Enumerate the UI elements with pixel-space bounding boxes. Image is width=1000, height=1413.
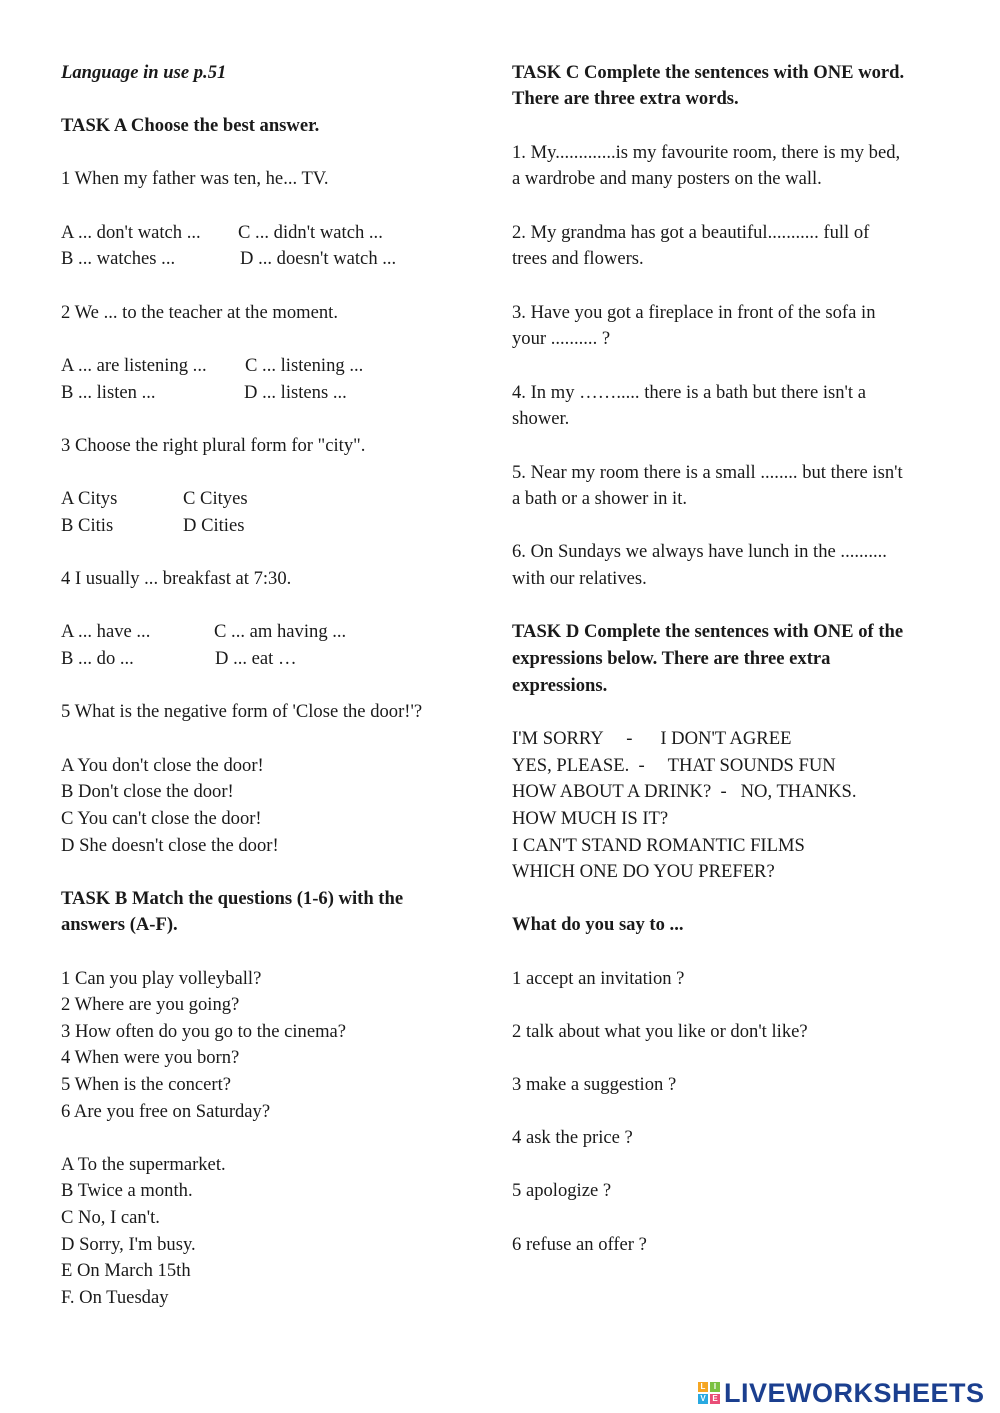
task-c-title: TASK C Complete the sentences with ONE word.	[512, 62, 905, 83]
expression: HOW ABOUT A DRINK? - NO, THANKS.	[512, 781, 857, 802]
task-d-item: 5 apologize ?	[512, 1180, 612, 1201]
option: D ... eat …	[215, 648, 297, 669]
option: A ... are listening ...	[61, 355, 207, 376]
task-b-answer: F. On Tuesday	[61, 1287, 169, 1308]
option: B ... watches ...	[61, 248, 176, 269]
task-a-q3: 3 Choose the right plural form for "city".	[61, 435, 366, 456]
option: C You can't close the door!	[61, 808, 262, 829]
task-d-item: 1 accept an invitation ?	[512, 968, 685, 989]
task-b-answer: C No, I can't.	[61, 1207, 160, 1228]
task-b-question: 6 Are you free on Saturday?	[61, 1101, 271, 1122]
expression: YES, PLEASE. - THAT SOUNDS FUN	[512, 755, 836, 776]
expression: HOW MUCH IS IT?	[512, 808, 669, 829]
task-c-sentence: shower.	[512, 408, 570, 429]
task-a-title: TASK A Choose the best answer.	[61, 115, 320, 136]
expression: I'M SORRY - I DON'T AGREE	[512, 728, 792, 749]
option: C ... listening ...	[245, 355, 364, 376]
task-c-sentence: 5. Near my room there is a small ........ but there isn't	[512, 462, 903, 483]
task-b-title: TASK B Match the questions (1-6) with the	[61, 888, 404, 909]
task-d-item: 6 refuse an offer ?	[512, 1234, 647, 1255]
task-b-question: 4 When were you born?	[61, 1047, 240, 1068]
task-c-title: There are three extra words.	[512, 88, 739, 109]
task-b-answer: B Twice a month.	[61, 1180, 193, 1201]
option: D Cities	[183, 515, 245, 536]
task-b-answer: A To the supermarket.	[61, 1154, 226, 1175]
option: A Citys	[61, 488, 118, 509]
task-d-item: 2 talk about what you like or don't like?	[512, 1021, 808, 1042]
task-c-sentence: a bath or a shower in it.	[512, 488, 688, 509]
task-d-prompt: What do you say to ...	[512, 914, 684, 935]
option: C ... am having ...	[214, 621, 347, 642]
option: A ... don't watch ...	[61, 222, 201, 243]
logo-block: I	[710, 1382, 720, 1392]
expression: I CAN'T STAND ROMANTIC FILMS	[512, 835, 805, 856]
page-reference: Language in use p.51	[61, 62, 227, 83]
task-c-sentence: 2. My grandma has got a beautiful........... full of	[512, 222, 870, 243]
logo-block: V	[698, 1394, 708, 1404]
task-b-question: 1 Can you play volleyball?	[61, 968, 262, 989]
task-c-sentence: a wardrobe and many posters on the wall.	[512, 168, 822, 189]
task-d-title: TASK D Complete the sentences with ONE of the	[512, 621, 904, 642]
task-b-answer: D Sorry, I'm busy.	[61, 1234, 196, 1255]
task-d-item: 4 ask the price ?	[512, 1127, 633, 1148]
option: B Don't close the door!	[61, 781, 234, 802]
task-a-q5: 5 What is the negative form of 'Close the door!'?	[61, 701, 423, 722]
option: B ... listen ...	[61, 382, 156, 403]
task-c-sentence: 4. In my ……..... there is a bath but there isn't a	[512, 382, 866, 403]
logo-text: LIVEWORKSHEETS	[724, 1377, 985, 1408]
option: D ... doesn't watch ...	[240, 248, 397, 269]
task-c-sentence: with our relatives.	[512, 568, 647, 589]
task-b-question: 2 Where are you going?	[61, 994, 240, 1015]
task-b-question: 5 When is the concert?	[61, 1074, 232, 1095]
task-a-q4: 4 I usually ... breakfast at 7:30.	[61, 568, 292, 589]
task-c-sentence: trees and flowers.	[512, 248, 644, 269]
option: D She doesn't close the door!	[61, 835, 279, 856]
task-c-sentence: 1. My.............is my favourite room, there is my bed,	[512, 142, 901, 163]
task-a-q2: 2 We ... to the teacher at the moment.	[61, 302, 338, 323]
task-b-answer: E On March 15th	[61, 1260, 191, 1281]
logo-blocks-icon	[698, 1382, 720, 1404]
expression: WHICH ONE DO YOU PREFER?	[512, 861, 775, 882]
task-d-title: expressions.	[512, 675, 608, 696]
task-c-sentence: your .......... ?	[512, 328, 611, 349]
liveworksheets-logo[interactable]	[698, 1378, 985, 1408]
task-b-question: 3 How often do you go to the cinema?	[61, 1021, 347, 1042]
task-b-title: answers (A-F).	[61, 914, 178, 935]
task-d-title: expressions below. There are three extra	[512, 648, 831, 669]
option: A ... have ...	[61, 621, 151, 642]
option: C ... didn't watch ...	[238, 222, 383, 243]
task-d-item: 3 make a suggestion ?	[512, 1074, 677, 1095]
option: D ... listens ...	[244, 382, 347, 403]
option: A You don't close the door!	[61, 755, 264, 776]
task-c-sentence: 3. Have you got a fireplace in front of the sofa in	[512, 302, 876, 323]
option: B Citis	[61, 515, 114, 536]
task-a-q1: 1 When my father was ten, he... TV.	[61, 168, 329, 189]
option: B ... do ...	[61, 648, 134, 669]
logo-block: L	[698, 1382, 708, 1392]
task-c-sentence: 6. On Sundays we always have lunch in the ..........	[512, 541, 887, 562]
logo-block: E	[710, 1394, 720, 1404]
option: C Cityes	[183, 488, 248, 509]
